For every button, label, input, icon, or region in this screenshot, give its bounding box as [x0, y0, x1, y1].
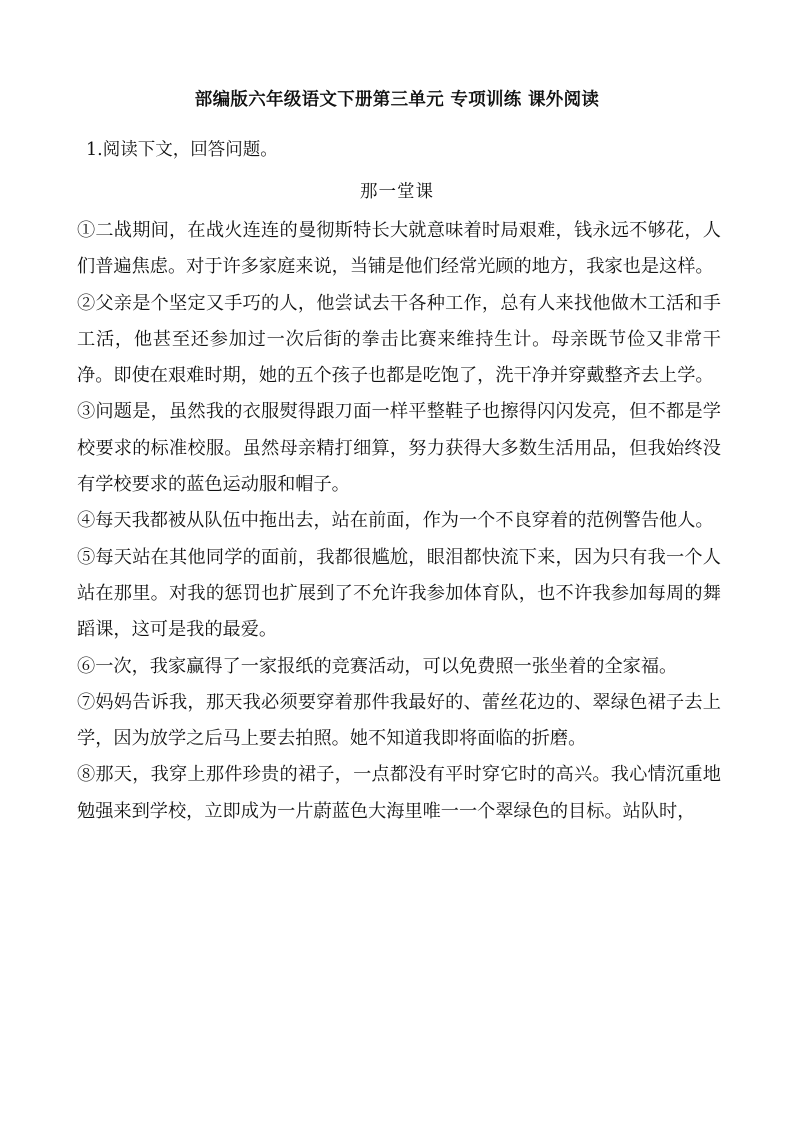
question-prompt: 1.阅读下文，回答问题。 — [86, 140, 278, 160]
paragraph-3: ③问题是，虽然我的衣服熨得跟刀面一样平整鞋子也擦得闪闪发亮，但不都是学校要求的标准校服。虽然母亲精打细算，努力获得大多数生活用品，但我始终没有学校要求的蓝色运动服和帽子。 — [77, 401, 721, 496]
paragraph-7: ⑦妈妈告诉我，那天我必须要穿着那件我最好的、蕾丝花边的、翠绿色裙子去上学，因为放学之后马上要去拍照。她不知道我即将面临的折磨。 — [77, 691, 721, 750]
paragraph-2: ②父亲是个坚定又手巧的人，他尝试去干各种工作，总有人来找他做木工活和手工活，他甚至还参加过一次后街的拳击比赛来维持生计。母亲既节俭又非常干净。即使在艰难时期，她的五个孩子也都是吃饱了，洗干净并穿戴整齐去上学。 — [77, 292, 721, 387]
document-title: 部编版六年级语文下册第三单元 专项训练 课外阅读 — [194, 90, 600, 110]
article-body — [77, 213, 721, 830]
paragraph-8: ⑧那天，我穿上那件珍贵的裙子，一点都没有平时穿它时的高兴。我心情沉重地勉强来到学校，立即成为一片蔚蓝色大海里唯一一个翠绿色的目标。站队时， — [77, 764, 721, 822]
paragraph-6: ⑥一次，我家赢得了一家报纸的竞赛活动，可以免费照一张坐着的全家福。 — [77, 655, 678, 677]
article-title: 那一堂课 — [360, 182, 434, 202]
paragraph-1: ①二战期间，在战火连连的曼彻斯特长大就意味着时局艰难，钱永远不够花，人们普遍焦虑。对于许多家庭来说，当铺是他们经常光顾的地方，我家也是这样。 — [77, 220, 721, 278]
paragraph-5: ⑤每天站在其他同学的面前，我都很尴尬，眼泪都快流下来，因为只有我一个人站在那里。对我的惩罚也扩展到了不允许我参加体育队，也不许我参加每周的舞蹈课，这可是我的最爱。 — [77, 546, 721, 641]
paragraph-4: ④每天我都被从队伍中拖出去，站在前面，作为一个不良穿着的范例警告他人。 — [77, 510, 714, 532]
